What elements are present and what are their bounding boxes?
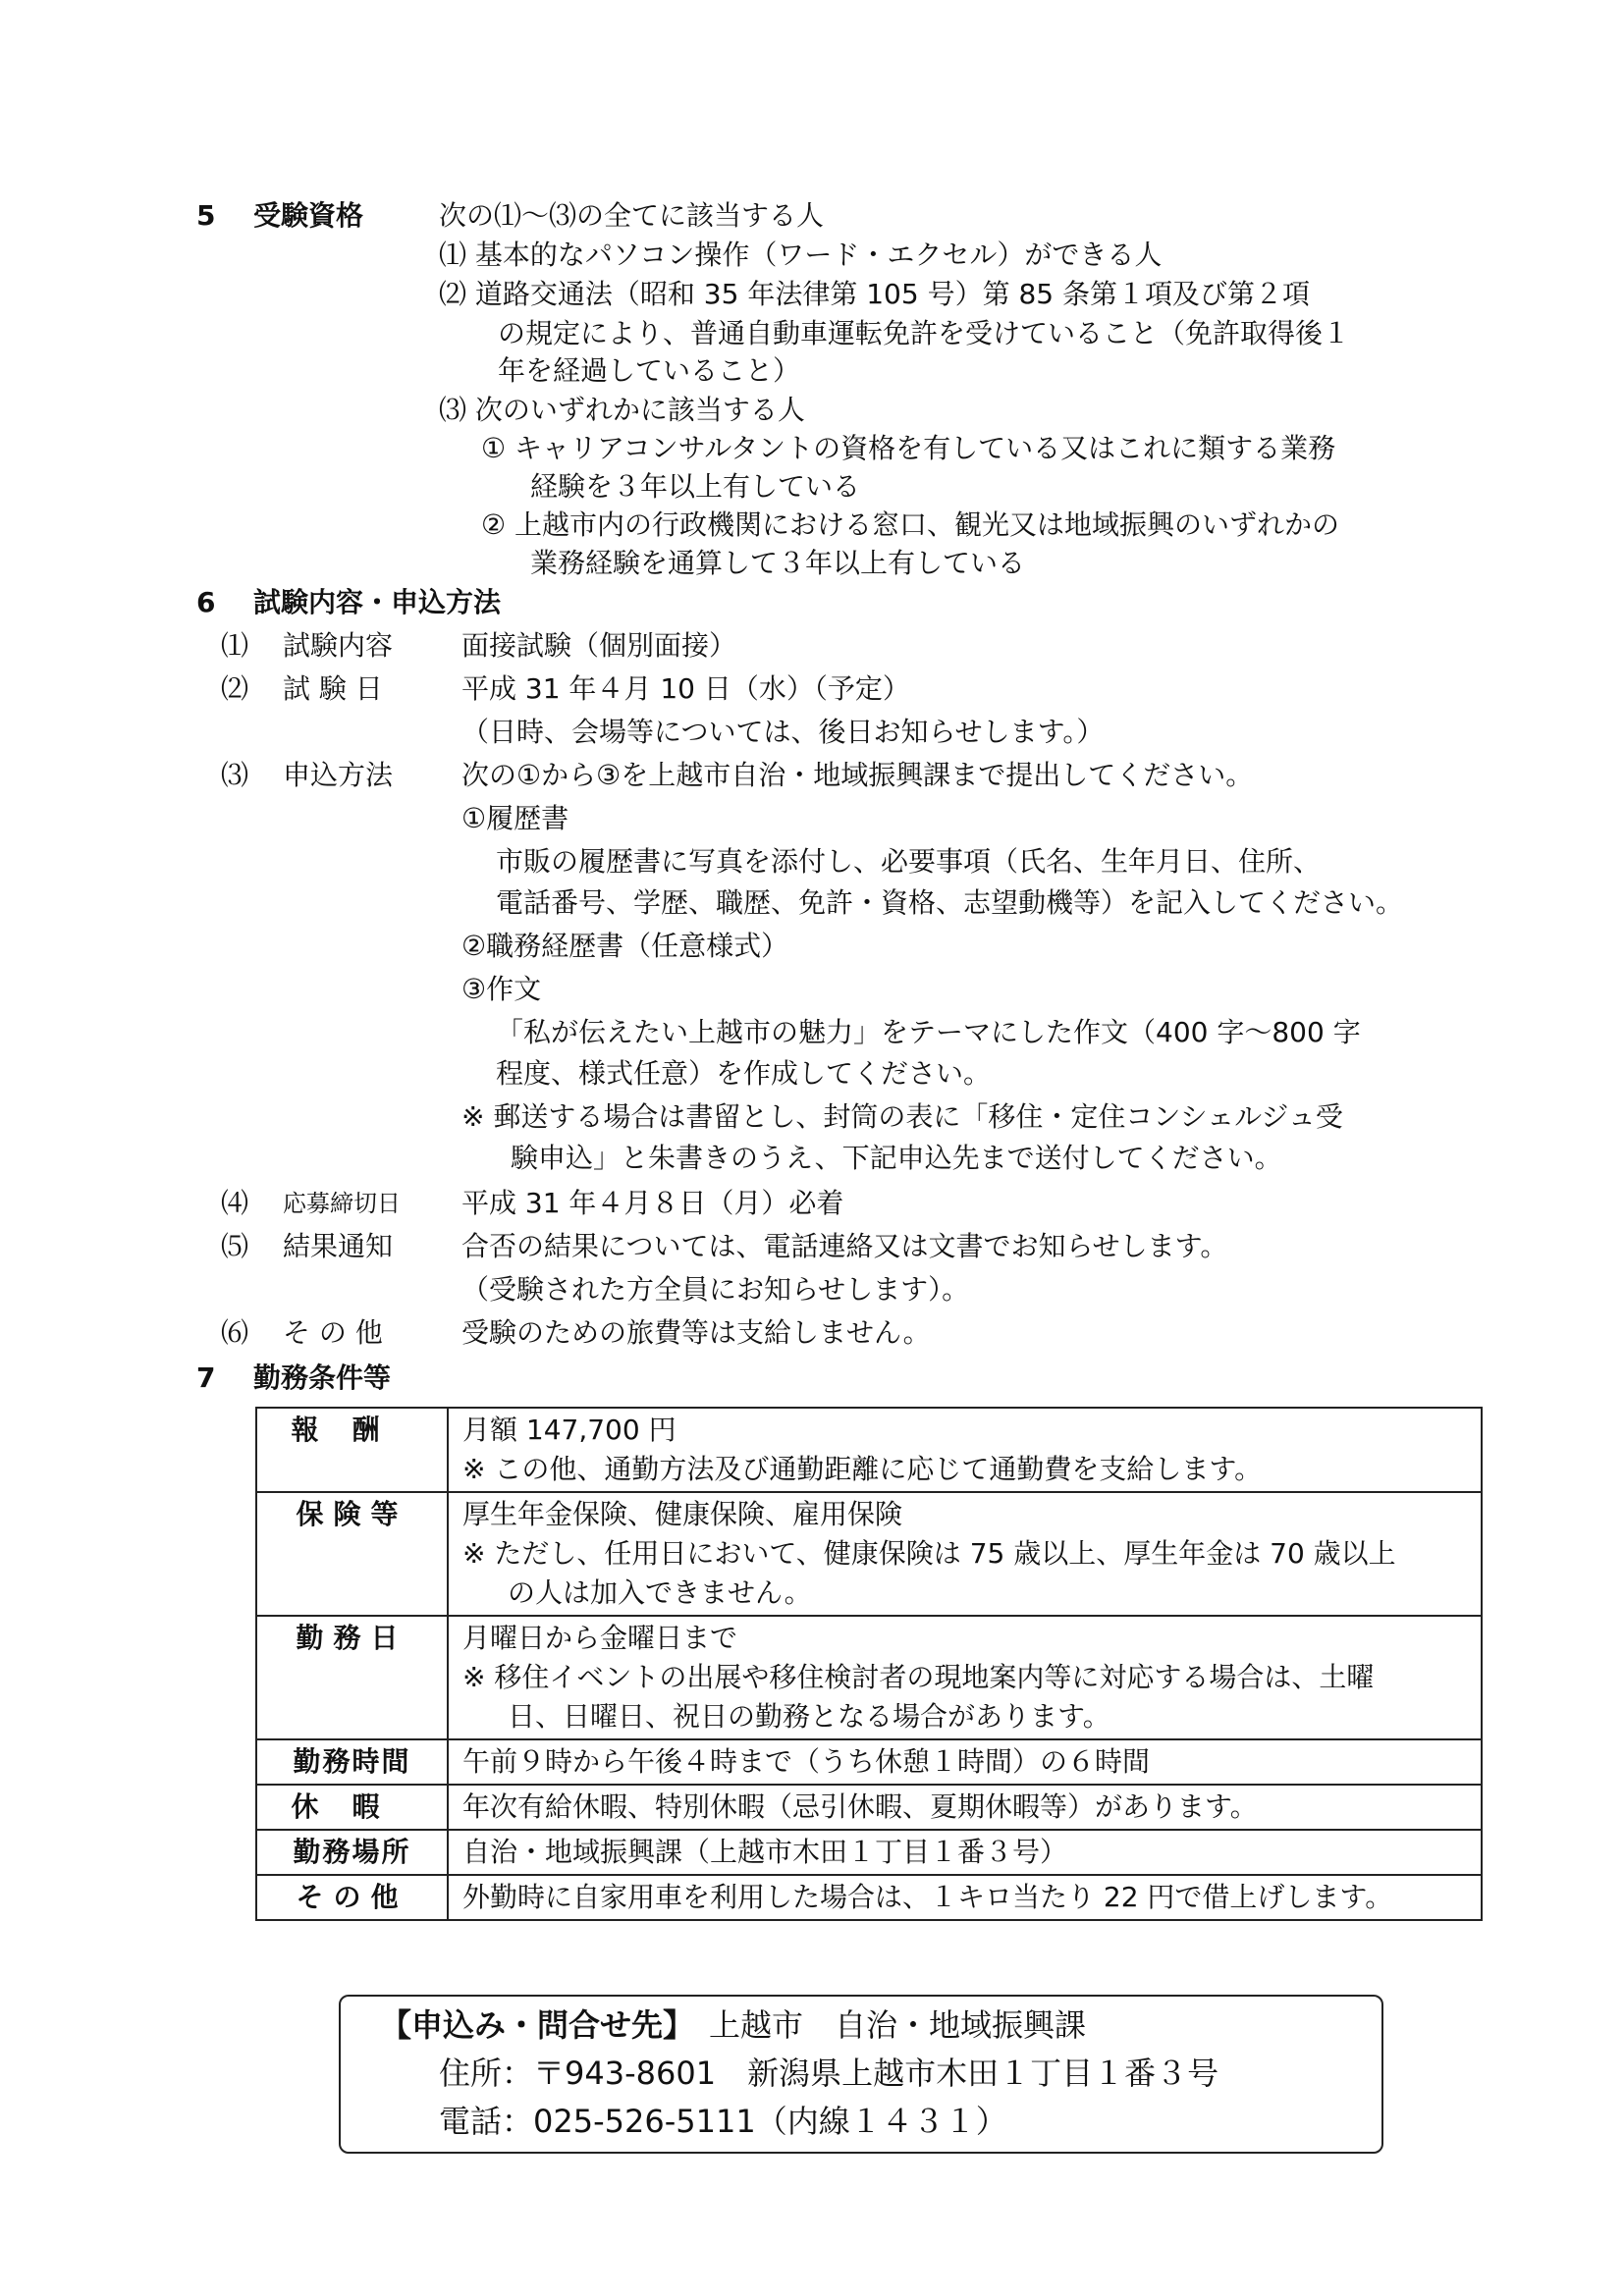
workdays-note-line2: 日、日曜日、祝日の勤務となる場合があります。 bbox=[508, 1700, 1110, 1733]
row-value-insurance bbox=[448, 1492, 1482, 1616]
row-label-hours: 勤務時間 bbox=[256, 1739, 448, 1785]
resume-heading: ①履歴書 bbox=[461, 802, 569, 834]
item-3-value: 次の①から③を上越市自治・地域振興課まで提出してください。 bbox=[461, 759, 1254, 791]
item-3-number: ⑶ bbox=[221, 759, 249, 791]
essay-desc-line2: 程度、様式任意）を作成してください。 bbox=[496, 1057, 992, 1090]
item-1-label: 試験内容 bbox=[283, 629, 394, 662]
insurance-note-line1: ※ ただし、任用日において、健康保険は 75 歳以上、厚生年金は 70 歳以上 bbox=[462, 1537, 1396, 1570]
contact-box bbox=[339, 1995, 1383, 2154]
item-3-label: 申込方法 bbox=[283, 759, 394, 791]
row-value-hours: 午前９時から午後４時まで（うち休憩１時間）の６時間 bbox=[448, 1739, 1482, 1785]
row-value-leave: 年次有給休暇、特別休暇（忌引休暇、夏期休暇等）があります。 bbox=[448, 1785, 1482, 1830]
row-label-pay: 報酬 bbox=[256, 1408, 448, 1492]
table-row bbox=[256, 1492, 1482, 1616]
pay-amount: 月額 147,700 円 bbox=[462, 1414, 677, 1446]
contact-organization: 上越市 自治・地域振興課 bbox=[709, 2006, 1087, 2044]
mail-note-line1: ※ 郵送する場合は書留とし、封筒の表に「移住・定住コンシェルジュ受 bbox=[461, 1100, 1343, 1133]
contact-address: 住所：〒943-8601 新潟県上越市木田１丁目１番３号 bbox=[439, 2055, 1219, 2092]
row-label-leave: 休暇 bbox=[256, 1785, 448, 1830]
item-2-label: 試 験 日 bbox=[283, 672, 383, 705]
row-value-pay bbox=[448, 1408, 1482, 1492]
contact-phone: 電話：025-526-5111（内線１４３１） bbox=[439, 2103, 1007, 2140]
item-4-value: 平成 31 年４月８日（月）必着 bbox=[461, 1187, 844, 1219]
qualification-3-2-line2: 業務経験を通算して３年以上有している bbox=[530, 547, 1026, 579]
section-5-title: 受験資格 bbox=[253, 199, 364, 232]
row-value-other: 外勤時に自家用車を利用した場合は、１キロ当たり 22 円で借上げします。 bbox=[448, 1875, 1482, 1920]
section-5-number: 5 bbox=[196, 199, 216, 232]
item-2-note: （日時、会場等については、後日お知らせします。） bbox=[461, 716, 1105, 748]
insurance-note-line2: の人は加入できません。 bbox=[508, 1576, 812, 1609]
item-5-note: （受験された方全員にお知らせします）。 bbox=[461, 1273, 970, 1306]
contact-heading: 【申込み・問合せ先】 bbox=[380, 2006, 695, 2044]
qualification-3-1-line2: 経験を３年以上有している bbox=[530, 470, 861, 503]
resume-desc-line1: 市販の履歴書に写真を添付し、必要事項（氏名、生年月日、住所、 bbox=[496, 845, 1322, 878]
insurance-types: 厚生年金保険、健康保険、雇用保険 bbox=[462, 1498, 903, 1530]
workdays-main: 月曜日から金曜日まで bbox=[462, 1622, 738, 1654]
row-label-workplace: 勤務場所 bbox=[256, 1830, 448, 1875]
table-row bbox=[256, 1830, 1482, 1875]
item-5-value: 合否の結果については、電話連絡又は文書でお知らせします。 bbox=[461, 1230, 1228, 1262]
mail-note-line2: 験申込」と朱書きのうえ、下記申込先まで送付してください。 bbox=[511, 1142, 1282, 1174]
section-5-intro: 次の⑴～⑶の全てに該当する人 bbox=[439, 199, 825, 232]
row-value-workplace: 自治・地域振興課（上越市木田１丁目１番３号） bbox=[448, 1830, 1482, 1875]
qualification-3: ⑶ 次のいずれかに該当する人 bbox=[439, 394, 805, 426]
table-row bbox=[256, 1875, 1482, 1920]
table-row bbox=[256, 1785, 1482, 1830]
item-2-value: 平成 31 年４月 10 日（水）（予定） bbox=[461, 672, 910, 705]
item-6-value: 受験のための旅費等は支給しません。 bbox=[461, 1316, 931, 1349]
row-value-workdays bbox=[448, 1616, 1482, 1739]
qualification-3-1-line1: ① キャリアコンサルタントの資格を有している又はこれに類する業務 bbox=[481, 432, 1336, 464]
item-4-label: 応募締切日 bbox=[283, 1190, 401, 1217]
career-history-heading: ②職務経歴書（任意様式） bbox=[461, 930, 789, 962]
working-conditions-table bbox=[255, 1407, 1483, 1921]
resume-desc-line2: 電話番号、学歴、職歴、免許・資格、志望動機等）を記入してください。 bbox=[496, 886, 1404, 919]
table-row bbox=[256, 1739, 1482, 1785]
qualification-3-2-line1: ② 上越市内の行政機関における窓口、観光又は地域振興のいずれかの bbox=[481, 508, 1340, 541]
item-6-label: そ の 他 bbox=[283, 1316, 383, 1349]
section-7-title: 勤務条件等 bbox=[253, 1362, 392, 1394]
item-5-label: 結果通知 bbox=[283, 1230, 394, 1262]
table-row bbox=[256, 1616, 1482, 1739]
essay-heading: ③作文 bbox=[461, 973, 542, 1005]
section-6-number: 6 bbox=[196, 586, 216, 618]
section-6-title: 試験内容・申込方法 bbox=[253, 586, 502, 618]
qualification-1: ⑴ 基本的なパソコン操作（ワード・エクセル）ができる人 bbox=[439, 239, 1163, 271]
workdays-note-line1: ※ 移住イベントの出展や移住検討者の現地案内等に対応する場合は、土曜 bbox=[462, 1661, 1375, 1693]
item-2-number: ⑵ bbox=[221, 672, 249, 705]
item-4-number: ⑷ bbox=[221, 1187, 249, 1219]
pay-note: ※ この他、通勤方法及び通勤距離に応じて通勤費を支給します。 bbox=[462, 1453, 1263, 1485]
item-6-number: ⑹ bbox=[221, 1316, 249, 1349]
table-row bbox=[256, 1408, 1482, 1492]
qualification-2-line1: ⑵ 道路交通法（昭和 35 年法律第 105 号）第 85 条第１項及び第２項 bbox=[439, 278, 1311, 310]
row-label-insurance: 保険等 bbox=[256, 1492, 448, 1616]
qualification-2-line2: の規定により、普通自動車運転免許を受けていること（免許取得後１ bbox=[498, 317, 1351, 349]
section-7-number: 7 bbox=[196, 1362, 216, 1394]
qualification-2-line3: 年を経過していること） bbox=[498, 354, 801, 387]
item-1-number: ⑴ bbox=[221, 629, 249, 662]
row-label-workdays: 勤務日 bbox=[256, 1616, 448, 1739]
row-label-other: その他 bbox=[256, 1875, 448, 1920]
item-1-value: 面接試験（個別面接） bbox=[461, 629, 737, 662]
essay-desc-line1: 「私が伝えたい上越市の魅力」をテーマにした作文（400 字～800 字 bbox=[496, 1016, 1361, 1048]
item-5-number: ⑸ bbox=[221, 1230, 249, 1262]
